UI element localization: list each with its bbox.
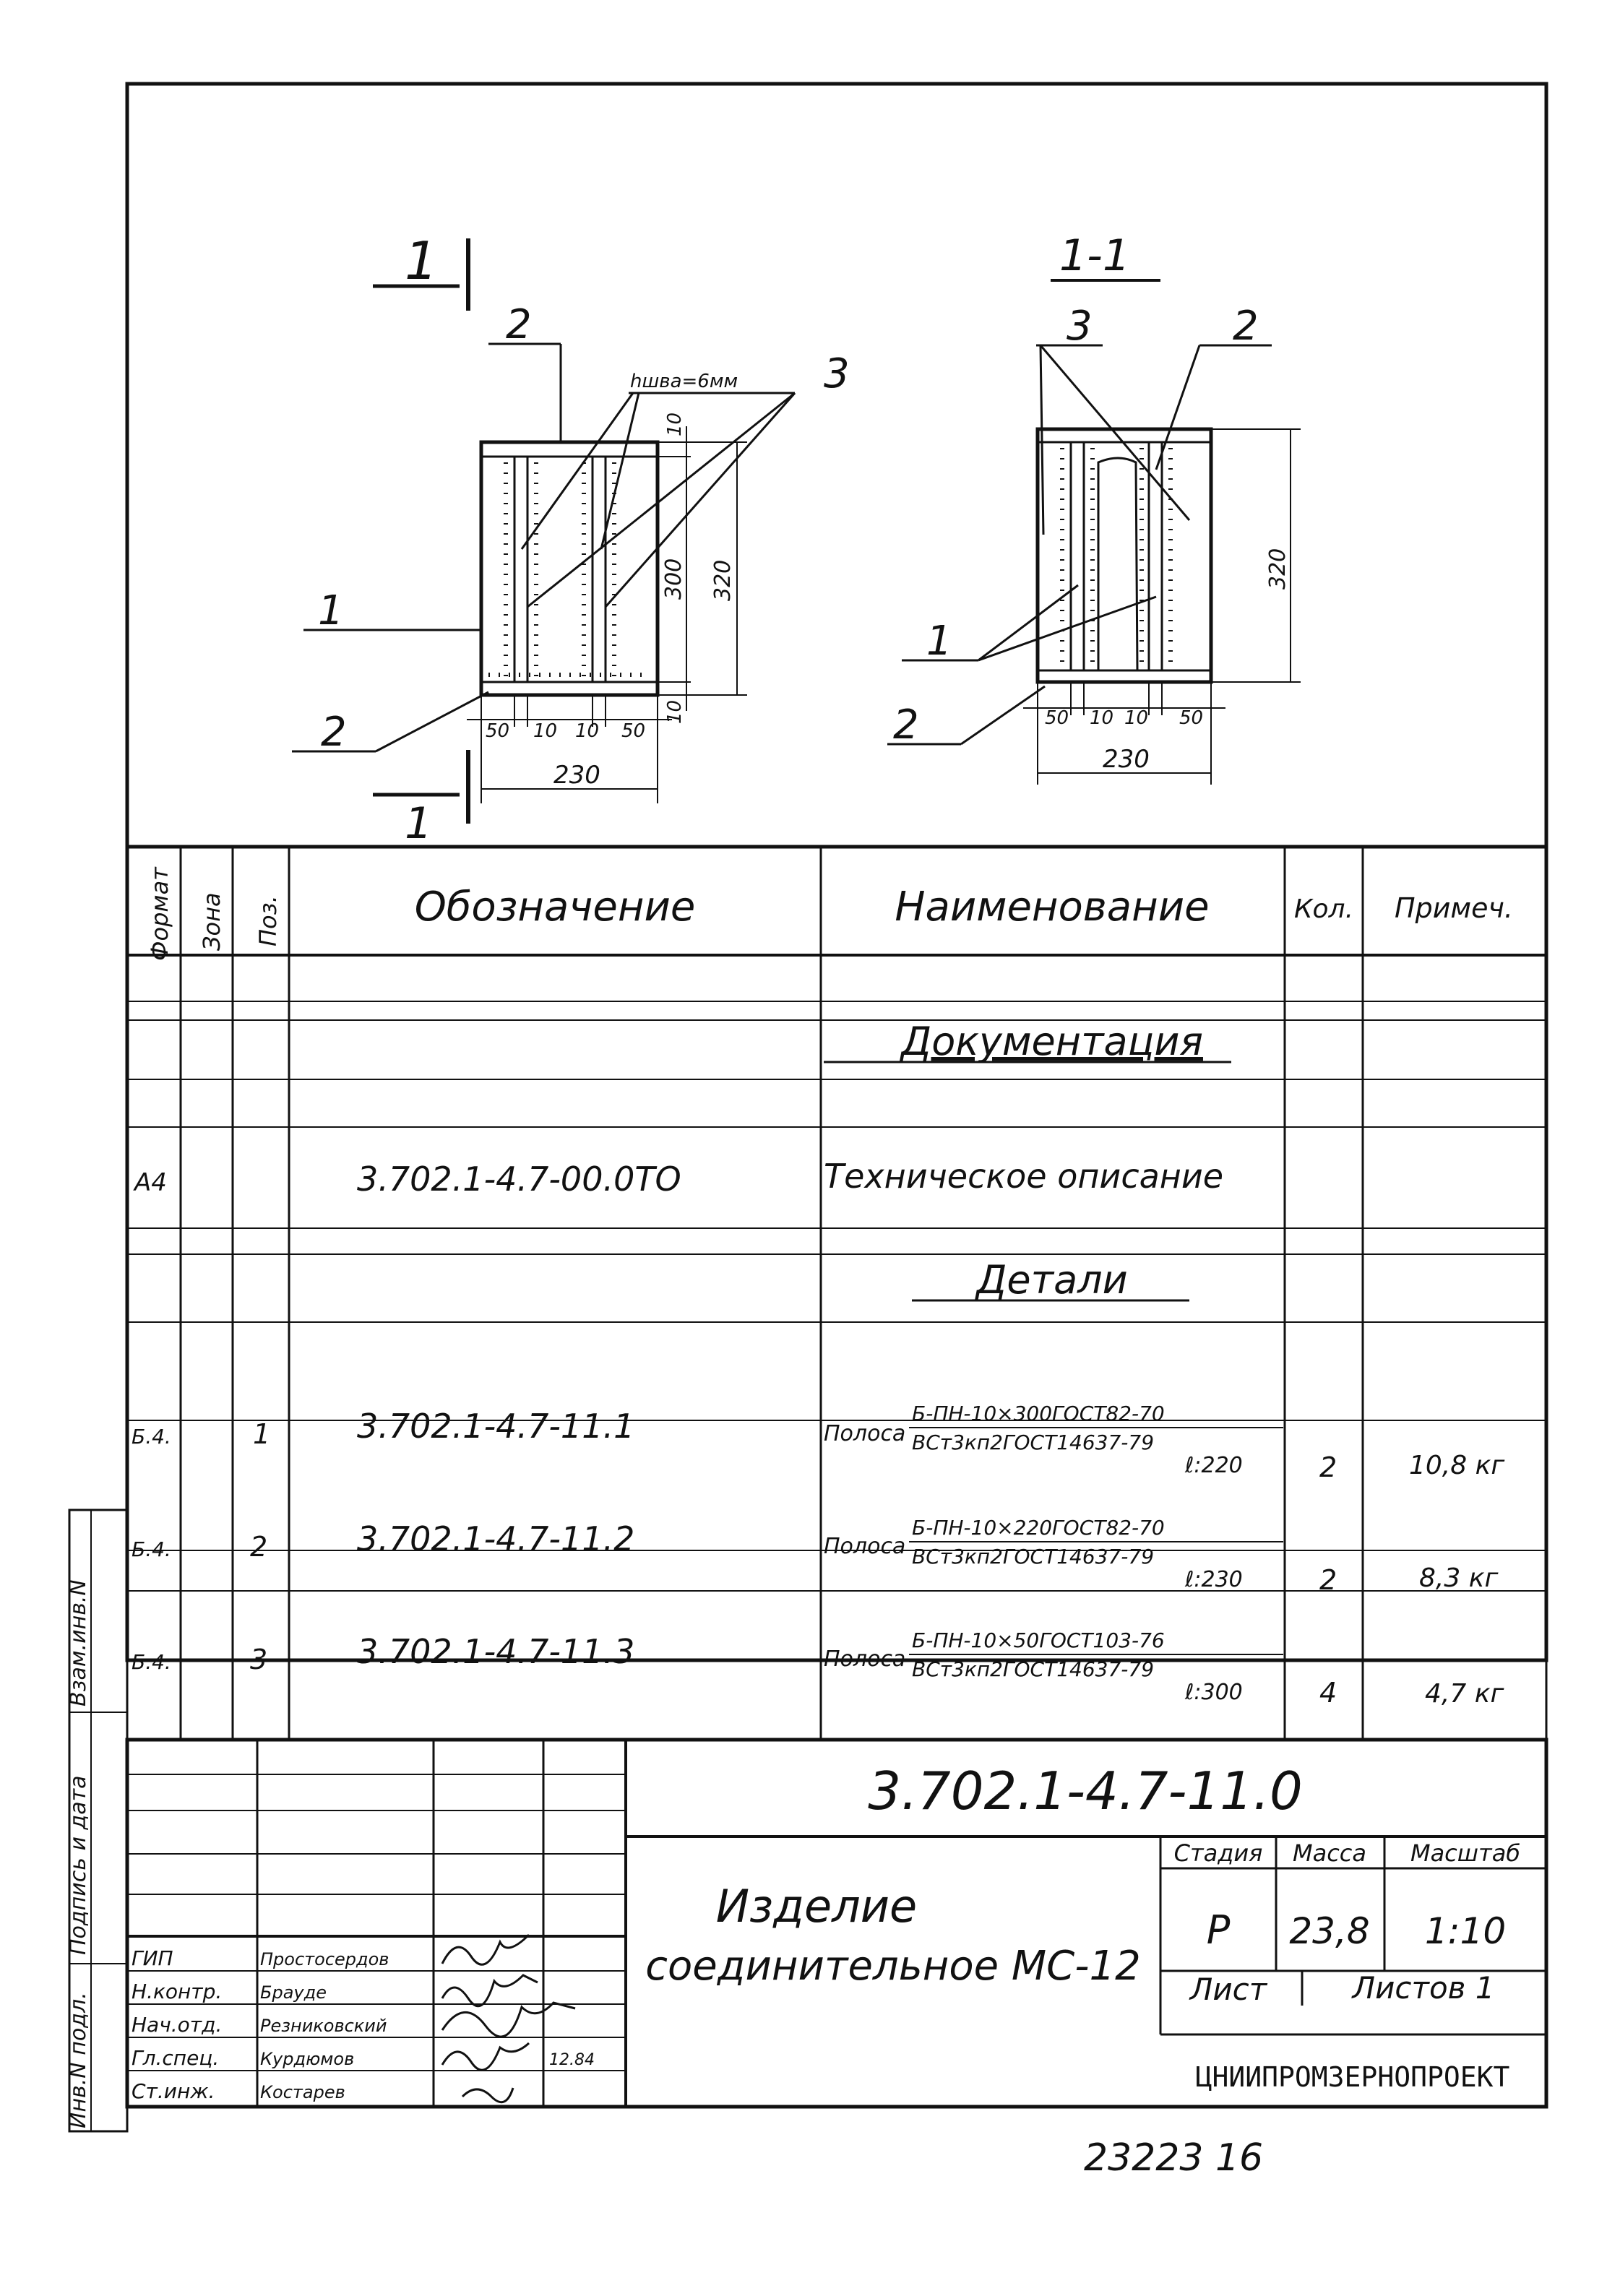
plan-leader-3: 3 <box>824 350 850 397</box>
section-dim-50-left: 50 <box>1045 707 1069 729</box>
dim-10-b: 10 <box>575 720 600 742</box>
section-documentation: Документация <box>901 1019 1203 1064</box>
row2-spec-top: Б-ПН-10×220ГОСТ82-70 <box>912 1516 1165 1540</box>
sig5-role: Ст.инж. <box>132 2079 215 2103</box>
part-row-3 <box>132 1628 1504 1709</box>
row1-spec-bottom: ВСт3кп2ГОСТ14637-79 <box>912 1430 1155 1454</box>
mass-label: Масса <box>1292 1839 1367 1867</box>
sig5-name: Костарев <box>260 2082 345 2102</box>
sheet-label: Лист <box>1189 1972 1267 2007</box>
side-stamp-inv-podl: Инв.N подл. <box>66 1992 91 2128</box>
row3-spec-bottom: ВСт3кп2ГОСТ14637-79 <box>912 1657 1155 1681</box>
row3-designation: 3.702.1-4.7-11.3 <box>357 1632 635 1671</box>
dim-50-right: 50 <box>621 720 646 742</box>
row2-note: 8,3 кг <box>1419 1563 1499 1593</box>
part-row-2 <box>132 1516 1499 1596</box>
footer-number: 23223 16 <box>1084 2136 1264 2180</box>
dim-10-bottom: 10 <box>664 699 686 724</box>
dim-10-top: 10 <box>664 412 686 436</box>
sig2-name: Брауде <box>260 1982 327 2003</box>
col-header-qty: Кол. <box>1293 894 1354 924</box>
weld-note: hшва=6мм <box>630 371 738 392</box>
dim-50-left: 50 <box>486 720 510 742</box>
section-leader-1: 1 <box>926 618 952 665</box>
plan-leader-2-top: 2 <box>506 301 532 348</box>
sig3-role: Нач.отд. <box>132 2013 223 2037</box>
row1-format: Б.4. <box>132 1425 171 1449</box>
plan-view-labels <box>318 230 850 849</box>
row1-spec-top: Б-ПН-10×300ГОСТ82-70 <box>912 1402 1165 1425</box>
sig4-name: Курдюмов <box>260 2049 355 2069</box>
stage-label: Стадия <box>1173 1839 1263 1867</box>
row3-spec-top: Б-ПН-10×50ГОСТ103-76 <box>912 1628 1165 1652</box>
signature-rows <box>132 1946 595 2103</box>
col-header-note: Примеч. <box>1395 892 1513 924</box>
row2-spec-bottom: ВСт3кп2ГОСТ14637-79 <box>912 1545 1155 1568</box>
doc-row-format: А4 <box>134 1168 167 1197</box>
section-title: 1-1 <box>1059 230 1130 281</box>
section-dim-10-b: 10 <box>1124 707 1149 729</box>
plan-cut-mark-bottom: 1 <box>405 798 433 849</box>
section-dim-50-right: 50 <box>1179 707 1204 729</box>
scale-label: Масштаб <box>1410 1839 1521 1867</box>
sig2-role: Н.контр. <box>132 1980 223 2003</box>
row1-qty: 2 <box>1319 1451 1337 1483</box>
row1-name-prefix: Полоса <box>824 1421 906 1446</box>
section-parts: Детали <box>976 1257 1128 1303</box>
plan-cut-mark-top: 1 <box>405 230 438 291</box>
part-row-1 <box>132 1402 1505 1483</box>
dim-320: 320 <box>710 559 736 601</box>
section-dim-230: 230 <box>1103 745 1150 774</box>
row1-designation: 3.702.1-4.7-11.1 <box>357 1407 635 1446</box>
col-header-designation: Обозначение <box>414 884 696 931</box>
row2-name-prefix: Полоса <box>824 1534 906 1559</box>
row3-name-prefix: Полоса <box>824 1647 906 1672</box>
doc-row-designation: 3.702.1-4.7-00.0ТО <box>357 1160 681 1199</box>
row3-pos: 3 <box>250 1644 268 1675</box>
col-header-name: Наименование <box>895 884 1210 931</box>
doc-row <box>133 1157 1223 1199</box>
row1-length: ℓ:220 <box>1185 1453 1243 1478</box>
row1-note: 10,8 кг <box>1409 1451 1505 1480</box>
sig1-role: ГИП <box>132 1946 173 1970</box>
col-header-pos: Поз. <box>254 895 282 946</box>
plan-leader-1: 1 <box>318 587 344 634</box>
signature-scribbles <box>442 1935 575 2102</box>
plan-leader-2-bottom: 2 <box>321 709 347 756</box>
section-dim-320: 320 <box>1265 548 1291 590</box>
side-stamp-vzam-inv: Взам.инв.N <box>66 1579 91 1706</box>
row3-length: ℓ:300 <box>1185 1680 1243 1705</box>
sig4-role: Гл.спец. <box>132 2046 220 2070</box>
section-leader-2-top: 2 <box>1233 303 1259 350</box>
title-line-2: соединительное МС-12 <box>645 1943 1141 1990</box>
doc-row-name: Техническое описание <box>824 1157 1224 1196</box>
scale-value: 1:10 <box>1424 1910 1507 1952</box>
row3-qty: 4 <box>1319 1677 1337 1709</box>
stage-value: Р <box>1206 1907 1231 1953</box>
row3-format: Б.4. <box>132 1650 171 1674</box>
spec-table-grid <box>127 847 1546 1740</box>
side-stamp-signature-date: Подпись и дата <box>66 1775 91 1955</box>
spec-table-header <box>146 866 1513 961</box>
section-leader-2-bottom: 2 <box>893 702 919 748</box>
sig3-name: Резниковский <box>260 2016 387 2036</box>
section-leader-3: 3 <box>1067 303 1093 350</box>
row2-length: ℓ:230 <box>1185 1567 1243 1592</box>
section-view-labels <box>893 230 1291 774</box>
row1-pos: 1 <box>253 1418 271 1450</box>
title-doc-code: 3.702.1-4.7-11.0 <box>868 1761 1303 1821</box>
dim-10-a: 10 <box>533 720 558 742</box>
sheets-label: Листов 1 <box>1352 1970 1495 2006</box>
col-header-format: Формат <box>146 867 173 961</box>
section-dim-10-a: 10 <box>1090 707 1114 729</box>
dim-300: 300 <box>661 558 686 600</box>
row2-format: Б.4. <box>132 1537 171 1561</box>
title-line-1: Изделие <box>715 1880 918 1933</box>
row2-qty: 2 <box>1319 1564 1337 1596</box>
organization-name: ЦНИИПРОМЗЕРНОПРОЕКТ <box>1195 2061 1510 2093</box>
row2-pos: 2 <box>250 1531 268 1563</box>
row3-note: 4,7 кг <box>1425 1679 1504 1709</box>
dim-230: 230 <box>553 761 600 790</box>
sig1-name: Простосердов <box>260 1949 389 1969</box>
mass-value: 23,8 <box>1289 1910 1370 1952</box>
col-header-zone: Зона <box>198 892 225 951</box>
row2-designation: 3.702.1-4.7-11.2 <box>357 1519 635 1558</box>
sig4-date: 12.84 <box>549 2051 595 2069</box>
